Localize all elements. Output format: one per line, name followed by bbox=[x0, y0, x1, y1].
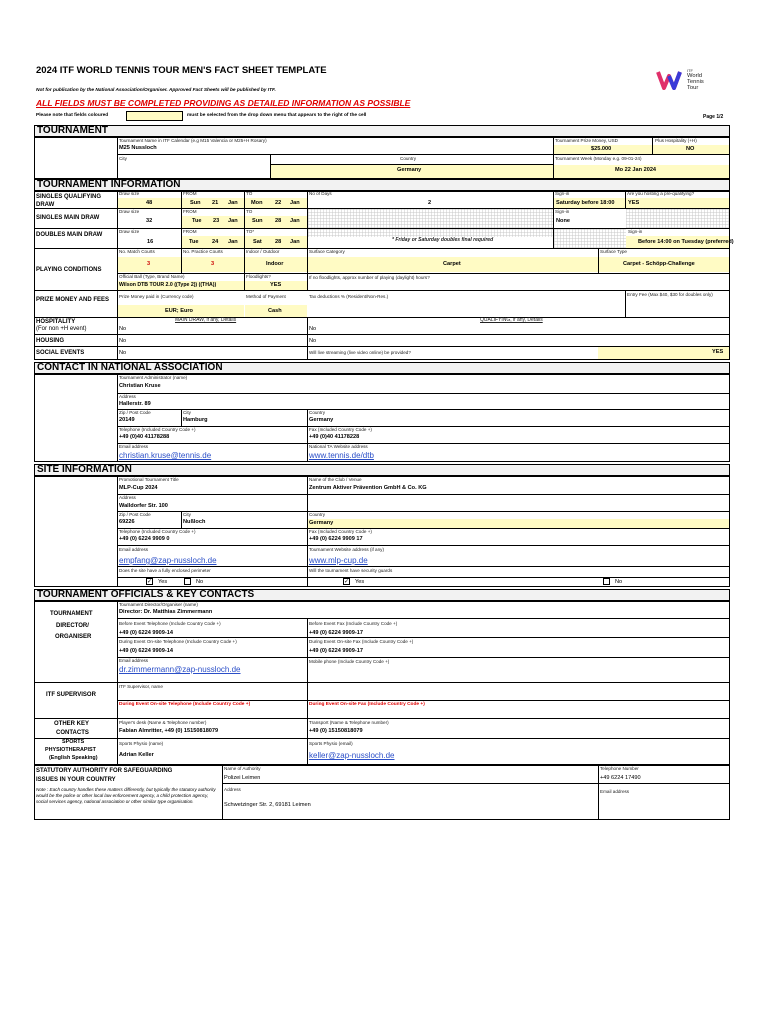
site-country-select[interactable]: Germany bbox=[309, 520, 334, 526]
perimeter-yes-label: Yes bbox=[158, 579, 168, 585]
sq-from-date[interactable]: 21 bbox=[212, 200, 219, 206]
perimeter-no-label: No bbox=[196, 579, 204, 585]
before-fax-field[interactable]: +49 (0) 6224 9909-17 bbox=[309, 630, 363, 636]
authority-name-field[interactable]: Polizei Leimen bbox=[224, 775, 261, 781]
sm-days-disabled bbox=[308, 209, 553, 228]
note-right: must be selected from the drop down menu that appears to the right of the cell bbox=[187, 113, 367, 118]
td-email-link[interactable]: dr.zimmermann@zap-nussloch.de bbox=[119, 665, 241, 674]
during-tel-label: During Event On-site Telephone (Include Country Code +) bbox=[119, 639, 237, 644]
match-courts-label: No. Match Courts bbox=[119, 249, 155, 254]
club-field[interactable]: Zentrum Aktiver Prävention GmbH & Co. KG bbox=[309, 485, 427, 491]
site-tel-label: Telephone (Included Country Code +) bbox=[119, 529, 196, 534]
currency-label: Prize Money paid in (Currency code) bbox=[119, 294, 194, 299]
contact-email-link[interactable]: christian.kruse@tennis.de bbox=[119, 451, 212, 460]
td-row-label-2: DIRECTOR/ bbox=[56, 623, 89, 629]
players-desk-field[interactable]: Fabian Almritter, +49 (0) 15150818079 bbox=[119, 728, 219, 734]
perimeter-no-checkbox[interactable] bbox=[184, 578, 191, 585]
hospitality-label: Plus Hospitality (+H) bbox=[655, 138, 697, 143]
social-events-select[interactable]: No bbox=[119, 350, 127, 356]
sq-days-value[interactable]: 2 bbox=[428, 200, 432, 206]
entry-fee-label: Entry Fee (Max $40, $30 for doubles only) bbox=[627, 292, 713, 297]
payment-method-label: Method of Payment bbox=[246, 294, 286, 299]
warning-banner: ALL FIELDS MUST BE COMPLETED PROVIDING AS DETAILED INFORMATION AS POSSIBLE bbox=[36, 98, 411, 108]
transport-field[interactable]: +49 (0) 15150818079 bbox=[309, 728, 363, 734]
safeguarding-note: Note : Each country handles these matters differently, but typically the statutory authority would be the police or other local law enforcement agency, a child protection agency, social services agency, national association or other similar type organisation. bbox=[36, 787, 216, 804]
tax-label: Tax deductions % (Resident/Non-Res.) bbox=[309, 294, 389, 299]
prequal-label: Are you hosting a pre-qualifying? bbox=[627, 191, 695, 196]
authority-tel-label: Telephone Number bbox=[600, 766, 639, 771]
physio-name-field[interactable]: Adrian Keller bbox=[119, 752, 154, 758]
document-title: 2024 ITF WORLD TENNIS TOUR MEN'S FACT SHEET TEMPLATE bbox=[36, 65, 327, 76]
qualifying-details-label: QUALIFYING, if any, Details bbox=[480, 317, 543, 323]
site-city-label: City bbox=[183, 512, 191, 517]
contact-address-label: Address bbox=[119, 394, 136, 399]
site-fax-label: Fax (Included Country Code +) bbox=[309, 529, 372, 534]
sq-to-month[interactable]: Jan bbox=[290, 200, 300, 206]
guards-no-label: No bbox=[615, 579, 623, 585]
sm-to-month[interactable]: Jan bbox=[290, 218, 300, 224]
td-name-field[interactable]: Director: Dr. Matthias Zimmermann bbox=[119, 609, 213, 615]
row-label-social-events: SOCIAL EVENTS bbox=[36, 350, 85, 356]
prize-money-select[interactable]: $25.000 bbox=[591, 146, 612, 152]
contact-address-field[interactable]: Hallerstr. 89 bbox=[119, 401, 151, 407]
currency-select[interactable]: EUR; Euro bbox=[165, 308, 193, 314]
practice-courts-label: No. Practice Courts bbox=[183, 249, 223, 254]
live-streaming-select[interactable]: YES bbox=[712, 349, 724, 355]
sq-to-date[interactable]: 22 bbox=[275, 200, 282, 206]
sm-signin-label: Sign-in bbox=[555, 209, 570, 214]
tournament-name-label: Tournament Name in ITF Calendar (e.g M15 Valencia or M25+H Rosary) bbox=[119, 138, 267, 143]
itf-logo bbox=[656, 68, 716, 92]
row-label-housing: HOUSING bbox=[36, 338, 65, 344]
dm-to-date[interactable]: 28 bbox=[275, 239, 282, 245]
site-city-field[interactable]: Nußloch bbox=[183, 519, 206, 525]
main-draw-details-label: MAIN DRAW, if any, Details bbox=[175, 317, 237, 323]
physio-row-label-3: (English Speaking) bbox=[49, 755, 98, 761]
site-tel-field[interactable]: +49 (0) 6224 9909 0 bbox=[119, 536, 170, 542]
section-contact-national-association: CONTACT IN NATIONAL ASSOCIATION bbox=[34, 362, 730, 374]
row-label-prize-money: PRIZE MONEY AND FEES bbox=[36, 297, 110, 303]
physio-name-label: Sports Physio (name) bbox=[119, 741, 164, 746]
contact-zip-label: Zip / Post Code bbox=[119, 410, 151, 415]
sm-from-date[interactable]: 23 bbox=[213, 218, 220, 224]
authority-email-label: Email address bbox=[600, 789, 630, 794]
sm-from-month[interactable]: Jan bbox=[228, 218, 238, 224]
site-address-label: Address bbox=[119, 495, 136, 500]
dm-signin-label: Sign-in bbox=[628, 229, 643, 234]
td-row-label-1: TOURNAMENT bbox=[50, 611, 93, 617]
sq-from-label: FROM bbox=[183, 191, 197, 196]
sq-draw-size[interactable]: 48 bbox=[146, 200, 153, 206]
contact-city-field[interactable]: Hamburg bbox=[183, 417, 208, 423]
site-address-field[interactable]: Walldorfer Str. 100 bbox=[119, 503, 168, 509]
site-web-link[interactable]: www.mlp-cup.de bbox=[309, 556, 368, 565]
week-select[interactable]: Mo 22 Jan 2024 bbox=[615, 167, 657, 173]
safeguarding-title-1: STATUTORY AUTHORITY FOR SAFEGUARDING bbox=[36, 768, 173, 774]
physio-row-label-2: PHYSIOTHERAPIST bbox=[45, 747, 96, 753]
document-subtitle: Not for publication by the National Association/Organiser. Approved Fact Sheets will be published by ITF. bbox=[36, 88, 276, 93]
country-label: Country bbox=[400, 156, 417, 161]
transport-label: Transport (Name & Telephone number) bbox=[309, 720, 389, 725]
sq-signin-select[interactable]: Saturday before 18:00 bbox=[556, 200, 615, 206]
sm-to-day[interactable]: Sun bbox=[252, 218, 263, 224]
sm-signin-select[interactable]: None bbox=[556, 218, 570, 224]
sq-to-day[interactable]: Mon bbox=[251, 200, 263, 206]
section-tournament-information: TOURNAMENT INFORMATION bbox=[34, 179, 730, 191]
authority-address-field[interactable]: Schwetzinger Str. 2, 69181 Leimen bbox=[224, 802, 311, 808]
before-tel-field[interactable]: +49 (0) 6224 9909-14 bbox=[119, 630, 173, 636]
contact-email-label: Email address bbox=[119, 444, 149, 449]
dm-draw-label: Draw size bbox=[119, 229, 140, 234]
sq-from-month[interactable]: Jan bbox=[228, 200, 238, 206]
td-row-label-3: ORGANISER bbox=[55, 634, 92, 640]
dm-final-note: * Friday or Saturday doubles final required bbox=[392, 237, 494, 243]
club-label: Name of the Club / Venue bbox=[309, 477, 362, 482]
floodlights-label: Floodlights? bbox=[246, 274, 271, 279]
sm-prequal-disabled bbox=[626, 209, 729, 228]
physio-email-label: Sports Physio (email) bbox=[309, 741, 353, 746]
safeguarding-title-2: ISSUES IN YOUR COUNTRY bbox=[36, 777, 116, 783]
dm-from-label: FROM bbox=[183, 229, 197, 234]
prequal-select[interactable]: YES bbox=[628, 200, 640, 206]
housing-md-select[interactable]: No bbox=[119, 338, 127, 344]
row-label-hospitality-sub: (For non +H event) bbox=[36, 326, 87, 332]
yellow-swatch bbox=[126, 111, 183, 121]
other-contacts-label-1: OTHER KEY bbox=[54, 721, 90, 727]
site-web-label: Tournament Website address (if any) bbox=[309, 547, 384, 552]
payment-method-select[interactable]: Cash bbox=[268, 308, 282, 314]
housing-q-select[interactable]: No bbox=[309, 338, 317, 344]
site-email-link[interactable]: empfang@zap-nussloch.de bbox=[119, 556, 217, 565]
contact-country-field[interactable]: Germany bbox=[309, 417, 334, 423]
authority-name-label: Name of Authority bbox=[224, 766, 261, 771]
mobile-label: Mobile phone (Include Country Code +) bbox=[309, 659, 390, 664]
ball-select[interactable]: Wilson DTB TOUR 2.0 ((Type 2)) ((THA)) bbox=[119, 282, 217, 288]
live-streaming-label: Will live streaming (live video online) be provided? bbox=[309, 350, 411, 355]
contact-tel-field[interactable]: +49 (0)40 41178288 bbox=[119, 434, 170, 440]
physio-email-link[interactable]: keller@zap-nussloch.de bbox=[309, 751, 395, 760]
sq-days-label: No of Days bbox=[309, 191, 332, 196]
promo-title-field[interactable]: MLP-Cup 2024 bbox=[119, 485, 158, 491]
contact-web-label: National TA Website address bbox=[309, 444, 368, 449]
row-label-doubles-main: DOUBLES MAIN DRAW bbox=[36, 232, 103, 238]
supervisor-name-label: ITF Supervisor, name bbox=[119, 684, 163, 689]
sq-to-label: TO bbox=[246, 191, 253, 196]
ball-label: Official Ball (Type, Brand Name) bbox=[119, 274, 185, 279]
before-tel-label: Before Event Telephone (Include Country Code +) bbox=[119, 621, 221, 626]
section-officials-key-contacts: TOURNAMENT OFFICIALS & KEY CONTACTS bbox=[34, 589, 730, 601]
hospitality-select[interactable]: NO bbox=[686, 146, 695, 152]
contact-fax-field[interactable]: +49 (0)40 41178228 bbox=[309, 434, 360, 440]
dm-to-label: TO* bbox=[246, 229, 255, 234]
during-fax-field[interactable]: +49 (0) 6224 9909-17 bbox=[309, 648, 363, 654]
match-courts-value[interactable]: 3 bbox=[147, 261, 151, 267]
country-select[interactable]: Germany bbox=[397, 167, 422, 173]
perimeter-label: Does the site have a fully enclosed perimeter bbox=[119, 568, 211, 573]
promo-title-label: Promotional Tournament Title bbox=[119, 477, 179, 482]
row-label-hospitality: HOSPITALITY bbox=[36, 319, 76, 325]
dm-from-month[interactable]: Jan bbox=[228, 239, 238, 245]
contact-city-label: City bbox=[183, 410, 191, 415]
during-tel-field[interactable]: +49 (0) 6224 9909-14 bbox=[119, 648, 173, 654]
sq-draw-label: Draw size bbox=[119, 191, 140, 196]
contact-country-label: Country bbox=[309, 410, 326, 415]
perimeter-yes-checkbox[interactable]: ✓ bbox=[147, 579, 153, 585]
prize-money-label: Tournament Prize Money, USD bbox=[555, 138, 618, 143]
sm-to-label: TO bbox=[246, 209, 253, 214]
note-left: Please note that fields coloured bbox=[36, 113, 109, 118]
hospitality-q-select[interactable]: No bbox=[309, 326, 317, 332]
sq-from-day[interactable]: Sun bbox=[190, 200, 201, 206]
dm-draw-size[interactable]: 16 bbox=[147, 239, 154, 245]
surface-category-select[interactable]: Carpet bbox=[443, 261, 461, 267]
contact-fax-label: Fax (Included Country Code +) bbox=[309, 427, 372, 432]
td-email-label: Email address bbox=[119, 658, 149, 663]
admin-label: Tournament Administrator (name) bbox=[119, 375, 188, 380]
logo-text-world: World bbox=[687, 73, 703, 79]
floodlights-select[interactable]: YES bbox=[270, 282, 282, 288]
site-country-label: Country bbox=[309, 512, 326, 517]
indoor-outdoor-select[interactable]: Indoor bbox=[266, 261, 284, 267]
tournament-name-field[interactable]: M25 Nussloch bbox=[119, 145, 157, 151]
sm-to-date[interactable]: 28 bbox=[275, 218, 282, 224]
other-contacts-label-2: CONTACTS bbox=[56, 730, 89, 736]
contact-tel-label: Telephone (Included Country Code +) bbox=[119, 427, 196, 432]
sq-signin-label: Sign-in bbox=[555, 191, 570, 196]
supervisor-fax-label: During Event On-site Fax (Include Country Code +) bbox=[309, 702, 425, 707]
logo-text-tour: Tour bbox=[687, 85, 699, 91]
physio-row-label-1: SPORTS bbox=[62, 739, 85, 745]
logo-mark-icon bbox=[656, 68, 686, 90]
guards-no-checkbox[interactable] bbox=[603, 578, 610, 585]
sm-from-label: FROM bbox=[183, 209, 197, 214]
players-desk-label: Player's desk (Name & Telephone number) bbox=[119, 720, 207, 725]
sm-draw-size[interactable]: 32 bbox=[146, 218, 153, 224]
site-email-label: Email address bbox=[119, 547, 149, 552]
site-zip-field[interactable]: 69226 bbox=[119, 519, 135, 525]
week-label: Tournament Week (Monday e.g. 09-01-24) bbox=[555, 156, 642, 161]
section-tournament: TOURNAMENT bbox=[34, 125, 730, 137]
section-site-information: SITE INFORMATION bbox=[34, 464, 730, 476]
daylight-hours-label: If no floodlights, approx number of playing (daylight) hours? bbox=[309, 275, 430, 280]
city-label: City bbox=[119, 156, 127, 161]
contact-web-link[interactable]: www.tennis.de/dtb bbox=[309, 451, 374, 460]
site-zip-label: Zip / Post Code bbox=[119, 512, 151, 517]
hospitality-md-select[interactable]: No bbox=[119, 326, 127, 332]
authority-tel-field[interactable]: +49 6224 17490 bbox=[600, 775, 641, 781]
page-number: Page 1/2 bbox=[703, 114, 724, 120]
row-label-singles-main: SINGLES MAIN DRAW bbox=[36, 215, 100, 221]
site-fax-field[interactable]: +49 (0) 6224 9909 17 bbox=[309, 536, 363, 542]
logo-text-itf: ITF bbox=[687, 68, 693, 73]
surface-type-label: Surface Type bbox=[600, 249, 627, 254]
during-fax-label: During Event On-site Fax (Include Country Code +) bbox=[309, 639, 414, 644]
surface-type-select[interactable]: Carpet - Schöpp-Challenge bbox=[623, 261, 695, 267]
indoor-outdoor-label: Indoor / Outdoor bbox=[246, 249, 280, 254]
dm-signin-select[interactable]: Before 14:00 on Tuesday (preferred) bbox=[638, 239, 734, 245]
admin-field[interactable]: Christian Kruse bbox=[119, 383, 161, 389]
row-label-playing-conditions: PLAYING CONDITIONS bbox=[36, 267, 102, 273]
surface-category-label: Surface Category bbox=[309, 249, 345, 254]
itf-supervisor-row-label: ITF SUPERVISOR bbox=[46, 692, 96, 698]
sm-from-day[interactable]: Tue bbox=[192, 218, 202, 224]
logo-text-tennis: Tennis bbox=[687, 79, 704, 85]
dm-to-month[interactable]: Jan bbox=[290, 239, 300, 245]
dm-from-day[interactable]: Tue bbox=[189, 239, 199, 245]
supervisor-tel-label: During Event On-site Telephone (Include Country Code +) bbox=[119, 702, 251, 707]
practice-courts-value[interactable]: 3 bbox=[211, 261, 215, 267]
contact-zip-field[interactable]: 20149 bbox=[119, 417, 135, 423]
sm-draw-label: Draw size bbox=[119, 209, 140, 214]
td-name-label: Tournament Director/Organiser (name) bbox=[119, 602, 198, 607]
guards-yes-checkbox[interactable]: ✓ bbox=[344, 579, 350, 585]
guards-label: Will the tournament have security guards bbox=[309, 568, 393, 573]
dm-from-date[interactable]: 24 bbox=[212, 239, 219, 245]
authority-address-label: Address bbox=[224, 787, 241, 792]
row-label-singles-qualifying: SINGLES QUALIFYING DRAW bbox=[36, 194, 102, 209]
dm-to-day[interactable]: Sat bbox=[253, 239, 262, 245]
guards-yes-label: Yes bbox=[355, 579, 365, 585]
before-fax-label: Before Event Fax (Include Country Code +) bbox=[309, 621, 398, 626]
